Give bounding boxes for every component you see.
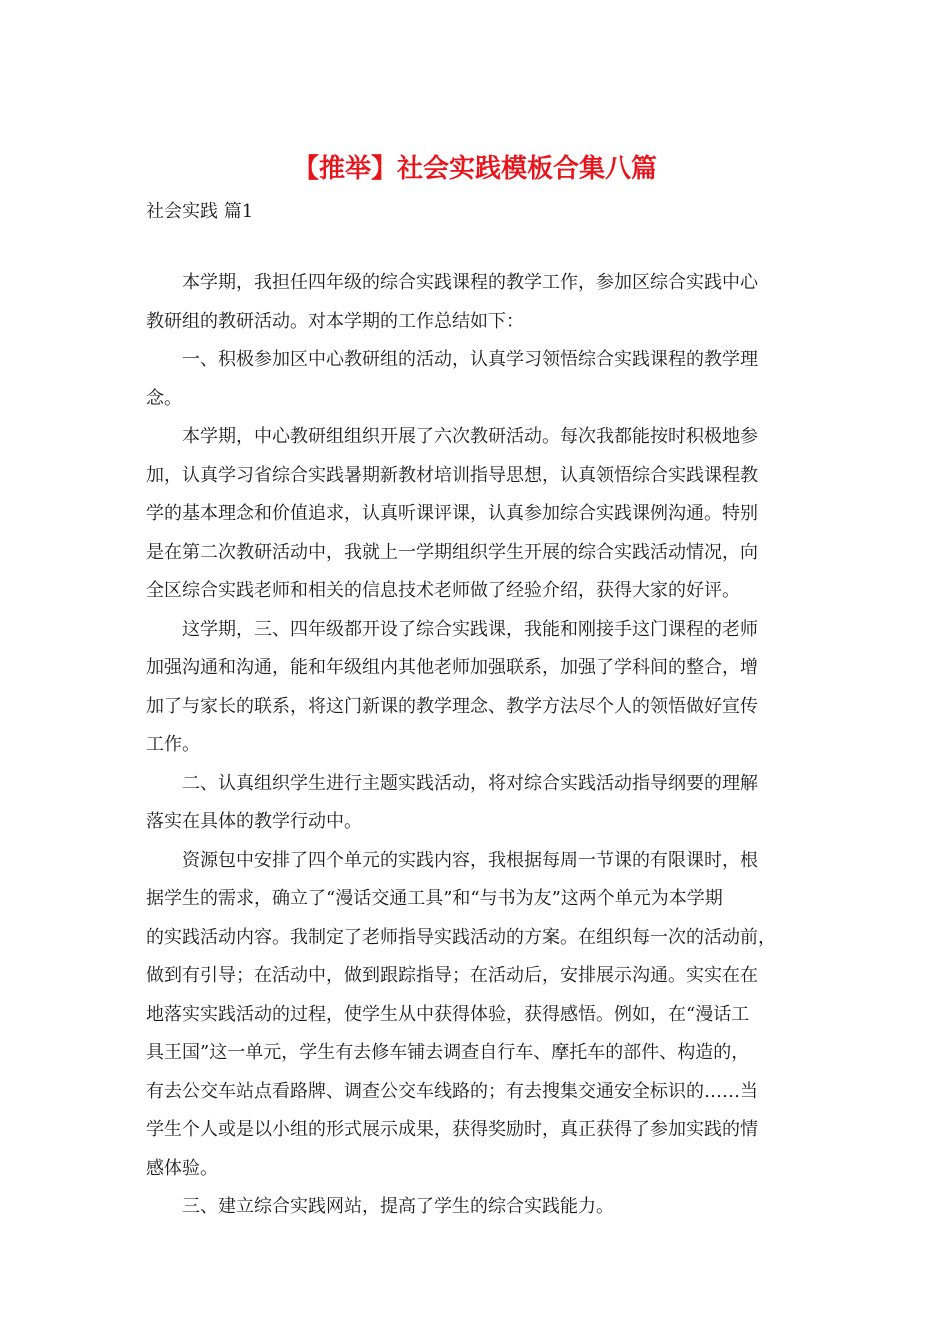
paragraph: 一、积极参加区中心教研组的活动，认真学习领悟综合实践课程的教学理 念。 <box>146 349 758 409</box>
paragraph: 本学期，中心教研组组织开展了六次教研活动。每次我都能按时积极地参 加，认真学习省综合实践暑期新教材培训指导思想，认真领悟综合实践课程教 学的基本理念和价值追求，认真听课评课，认真参加综合实践课例沟通。特别 是在第二次教研活动中，我就上一学期组织学生开展的综合实践活动情况，向 全区综合实践老师和相关的信息技术老师做了经验介绍，获得大家的好评。 <box>146 426 758 601</box>
document-title: 【推举】社会实践模板合集八篇 <box>292 154 657 184</box>
paragraph: 这学期，三、四年级都开设了综合实践课，我能和刚接手这门课程的老师 加强沟通和沟通，能和年级组内其他老师加强联系，加强了学科间的整合，增 加了与家长的联系，将这门新课的教学理念、教学方法尽个人的领悟做好宣传 工作。 <box>146 618 758 755</box>
paragraph: 资源包中安排了四个单元的实践内容，我根据每周一节课的有限课时，根 据学生的需求，确立了“漫话交通工具”和“与书为友”这两个单元为本学期 的实践活动内容。我制定了老师指导实践活动的方案。在组织每一次的活动前， 做到有引导；在活动中，做到跟踪指导；在活动后，安排展示沟通。实实在在 地落实实践活动的过程，使学生从中获得体验，获得感悟。例如，在“漫话工 具王国”这一单元，学生有去修车铺去调查自行车、摩托车的部件、构造的， 有去公交车站点看路牌、调查公交车线路的；有去搜集交通安全标识的……当 学生个人或是以小组的形式展示成果，获得奖励时，真正获得了参加实践的情 感体验。 <box>146 849 776 1179</box>
section-label: 社会实践 篇1 <box>146 201 254 222</box>
paragraph: 二、认真组织学生进行主题实践活动，将对综合实践活动指导纲要的理解 落实在具体的教学行动中。 <box>146 772 758 832</box>
paragraph: 本学期，我担任四年级的综合实践课程的教学工作，参加区综合实践中心 教研组的教研活动。对本学期的工作总结如下： <box>146 272 758 332</box>
document-body <box>146 264 810 1227</box>
paragraph: 三、建立综合实践网站，提高了学生的综合实践能力。 <box>182 1196 614 1217</box>
